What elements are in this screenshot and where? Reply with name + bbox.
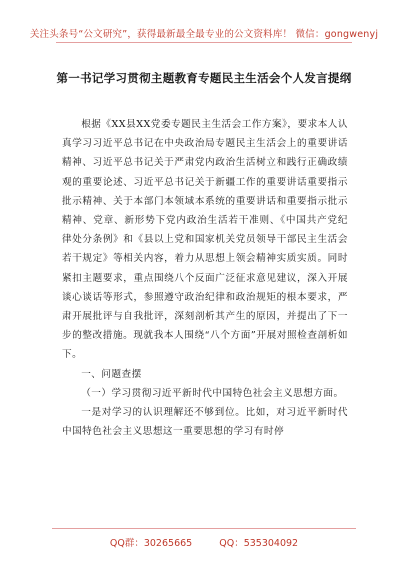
header-divider [56, 42, 352, 43]
footer-divider [52, 528, 356, 529]
page-header [0, 0, 408, 44]
header-promo-text: 关注头条号“公文研究”，获得最新最全最专业的公文资料库！ 微信：gongwenyj [29, 29, 379, 40]
body-paragraph: 一是对学习的认识理解还不够到位。比如，对习近平新时代中国特色社会主义思想这一重要思想的学习有时停 [62, 407, 348, 438]
body-paragraph: 根据《XX县XX党委专题民主生活会工作方案》，要求本人认真学习习近平总书记在中央政治局专题民主生活会上的重要讲话精神、习近平总书记关于严肃党内政治生活树立和践行正确政绩观的重要论述、习近平总书记关于新疆工作的重要讲话重要指示批示精神、关于本部门本领域本系统的重要讲话和重要指示批示精神、党章、新形势下党内政治生活若干准则、《中国共产党纪律处分条例》和《县以上党和国家机关党员领导干部民主生活会若干规定》等相关内容，着力从思想上领会精神实质实质。同时紧扣主题要求，重点围绕八个反面广泛征求意见建议，深入开展谈心谈话等形式，参照遵守政治纪律和政治规矩的根本要求，严肃开展批评与自我批评，深刻剖析其产生的原因，并提出了下一步的整改措施。现就我本人围绕“八个方面”开展对照检查剖析如下。 [62, 119, 348, 361]
footer-qq-contact: QQ：535304092 [219, 538, 299, 549]
subsection-heading: （一）学习贯彻习近平新时代中国特色社会主义思想方面。 [81, 387, 344, 399]
page-footer [0, 535, 408, 549]
section-heading: 一、问题查摆 [81, 368, 142, 380]
document-body [62, 115, 348, 441]
document-title: 第一书记学习贯彻主题教育专题民主生活会个人发言提纲 [56, 71, 352, 85]
footer-qq-group: QQ群：30265665 [109, 538, 193, 549]
